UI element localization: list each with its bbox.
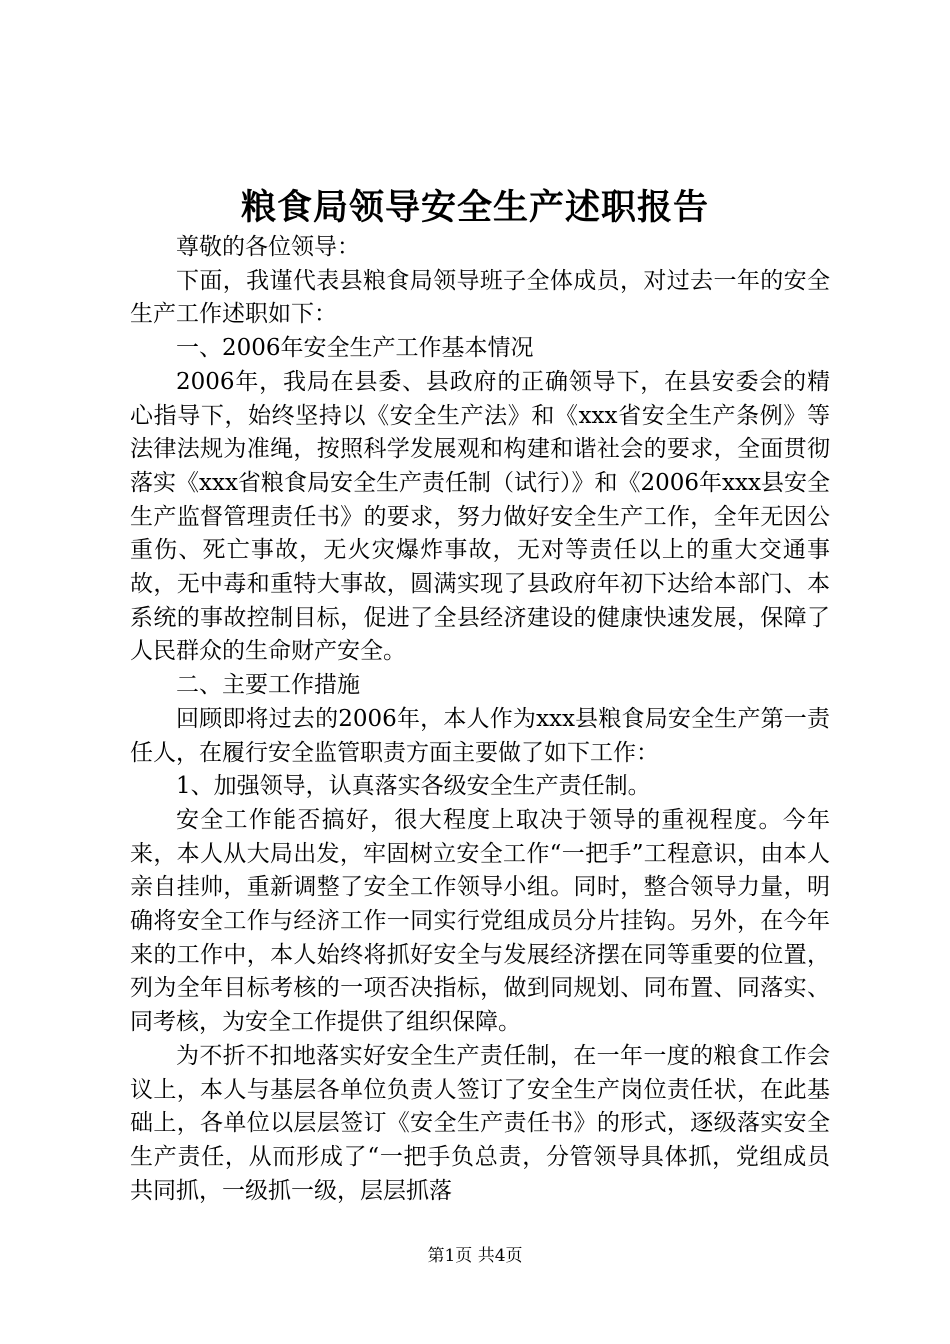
section-heading-1: 一、2006年安全生产工作基本情况 — [176, 335, 534, 362]
paragraph-section-1: 2006年，我局在县委、县政府的正确领导下，在县安委会的精心指导下，始终坚持以《安全生产法》和《xxx省安全生产条例》等法律法规为准绳，按照科学发展观和构建和谐社会的要求，全面贯彻落实《xxx省粮食局安全生产责任制（试行）》和《2006年xxx县安全生产监督管理责任书》的要求，努力做好安全生产工作，全年无因公重伤、死亡事故，无火灾爆炸事故，无对等责任以上的重大交通事故，无中毒和重特大事故，圆满实现了县政府年初下达给本部门、本系统的事故控制目标，促进了全县经济建设的健康快速发展，保障了人民群众的生命财产安全。 — [130, 368, 830, 665]
document-body — [130, 231, 830, 1208]
page-footer: 第1页 共4页 — [427, 1246, 523, 1266]
paragraph-salutation: 尊敬的各位领导： — [176, 234, 360, 260]
subheading-1: 1、加强领导，认真落实各级安全生产责任制。 — [176, 773, 651, 800]
document-title: 粮食局领导安全生产述职报告 — [240, 187, 709, 228]
section-heading-2: 二、主要工作措施 — [176, 672, 360, 699]
paragraph-section-2-intro: 回顾即将过去的2006年，本人作为xxx县粮食局安全生产第一责任人，在履行安全监管职责方面主要做了如下工作： — [130, 705, 830, 766]
paragraph-subsection-1b: 为不折不扣地落实好安全生产责任制，在一年一度的粮食工作会议上，本人与基层各单位负责人签订了安全生产岗位责任状，在此基础上，各单位以层层签订《安全生产责任书》的形式，逐级落实安全生产责任，从而形成了“一把手负总责，分管领导具体抓，党组成员共同抓，一级抓一级，层层抓落 — [130, 1042, 830, 1204]
paragraph-subsection-1a: 安全工作能否搞好，很大程度上取决于领导的重视程度。今年来，本人从大局出发，牢固树立安全工作“一把手”工程意识，由本人亲自挂帅，重新调整了安全工作领导小组。同时，整合领导力量，明确将安全工作与经济工作一同实行党组成员分片挂钩。另外，在今年来的工作中，本人始终将抓好安全与发展经济摆在同等重要的位置，列为全年目标考核的一项否决指标，做到同规划、同布置、同落实、同考核，为安全工作提供了组织保障。 — [130, 806, 830, 1036]
paragraph-intro: 下面，我谨代表县粮食局领导班子全体成员，对过去一年的安全生产工作述职如下： — [130, 267, 830, 328]
